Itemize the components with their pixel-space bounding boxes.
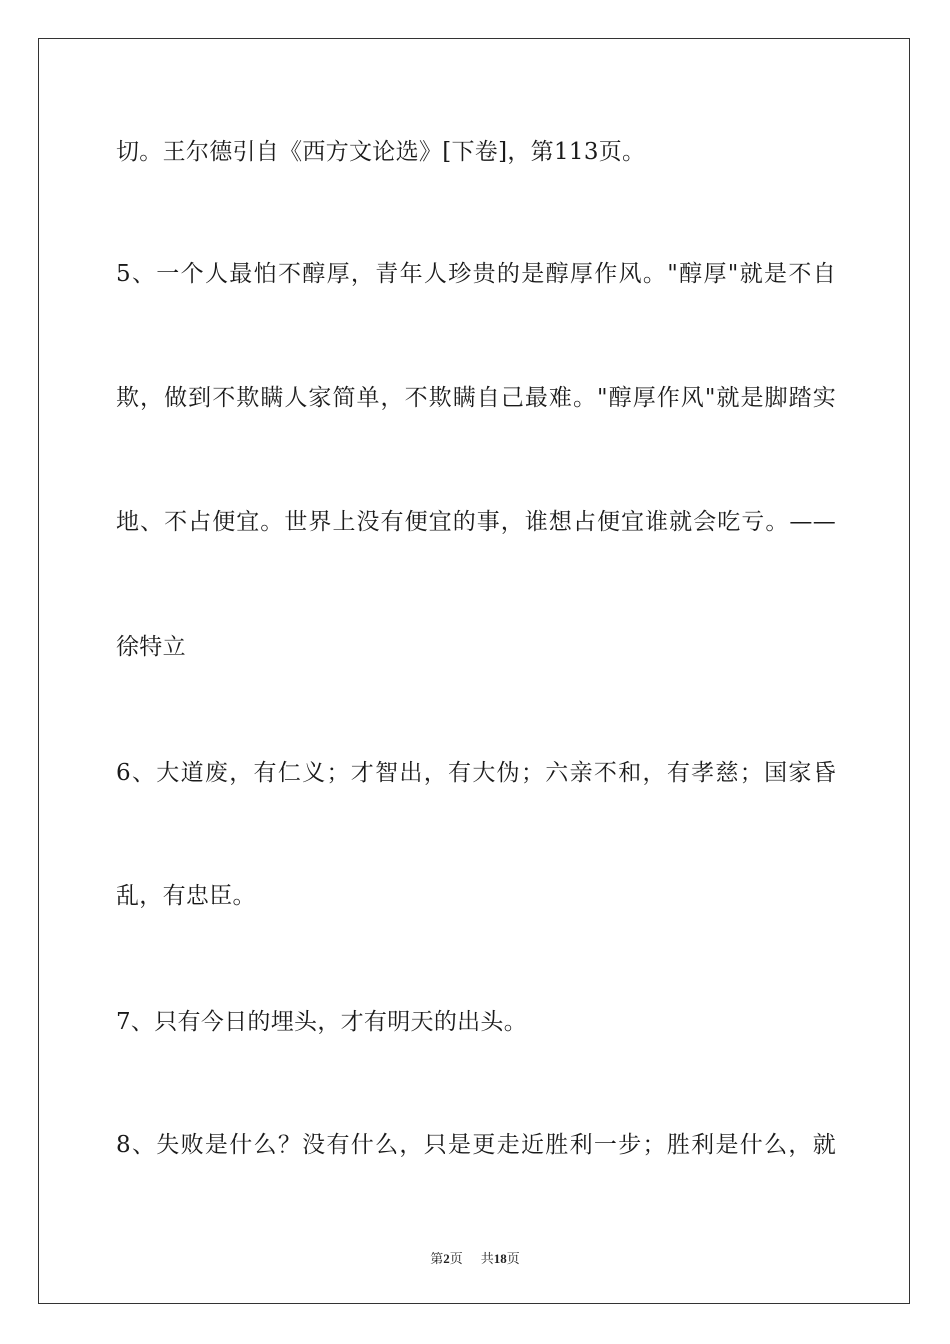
text-line: 欺，做到不欺瞒人家简单，不欺瞒自己最难。"醇厚作风"就是脚踏实: [116, 385, 836, 411]
text-line: 地、不占便宜。世界上没有便宜的事，谁想占便宜谁就会吃亏。——: [116, 509, 836, 535]
text-line: 8、失败是什么？没有什么，只是更走近胜利一步；胜利是什么，就: [116, 1132, 836, 1158]
page-number: 2: [443, 1251, 450, 1266]
total-prefix: 共: [480, 1251, 494, 1266]
text-line: 徐特立: [116, 634, 186, 660]
page-prefix: 第: [430, 1251, 444, 1266]
text-line: 7、只有今日的埋头，才有明天的出头。: [116, 1009, 528, 1035]
text-line: 乱，有忠臣。: [116, 883, 256, 909]
text-line: 5、一个人最怕不醇厚，青年人珍贵的是醇厚作风。"醇厚"就是不自: [116, 261, 836, 287]
page-footer: [0, 1248, 950, 1267]
total-pages: 18: [493, 1251, 507, 1266]
text-line: 6、大道废，有仁义；才智出，有大伪；六亲不和，有孝慈；国家昏: [116, 760, 836, 786]
page-border: [38, 38, 910, 1304]
text-line: 切。王尔德引自《西方文论选》[下卷]，第113页。: [116, 139, 646, 165]
total-suffix: 页: [506, 1251, 520, 1266]
page-suffix: 页: [449, 1251, 463, 1266]
